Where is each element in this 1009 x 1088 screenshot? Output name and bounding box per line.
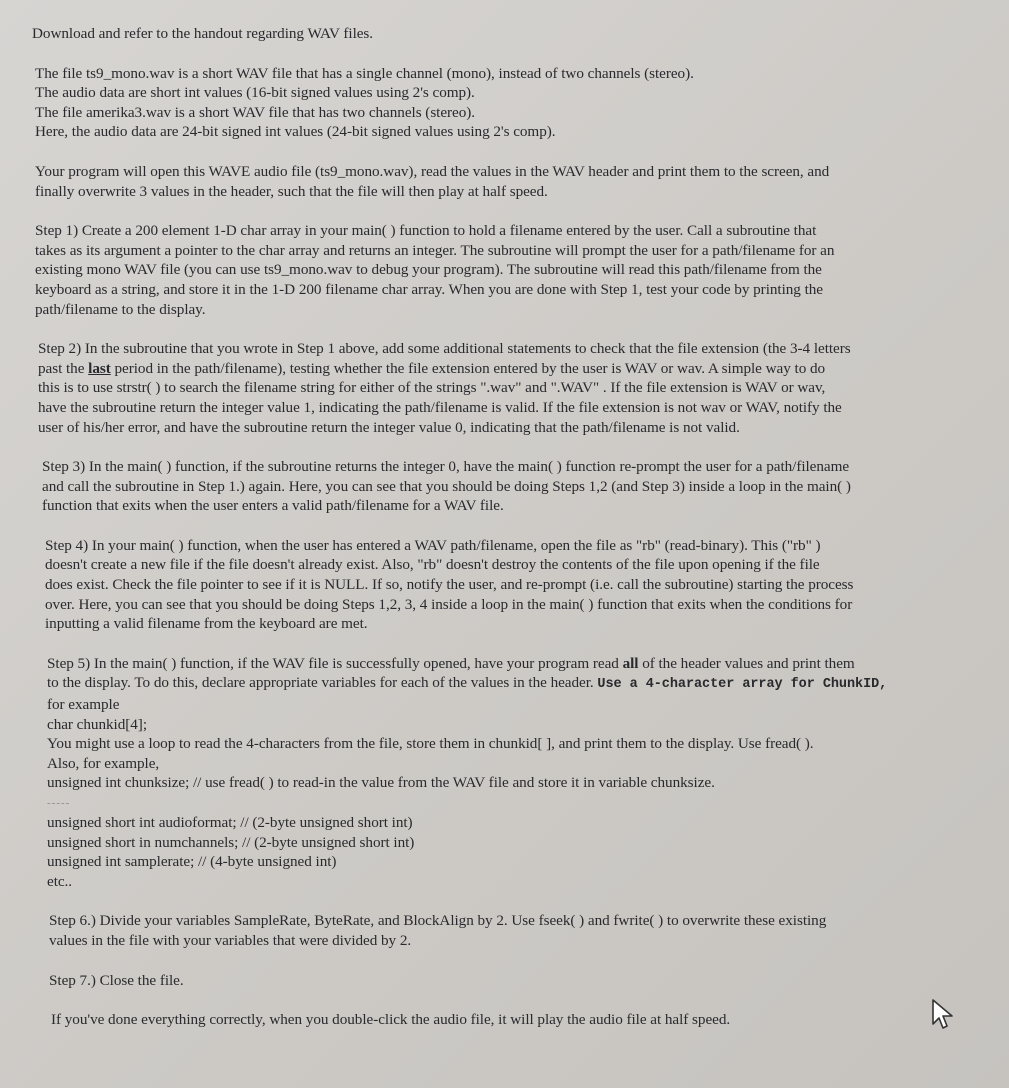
step5-text: Step 5) In the main( ) function, if the WAV file is successfully opened, have your program read — [47, 654, 623, 672]
file-intro — [35, 64, 979, 142]
step-1 — [35, 221, 979, 319]
handout-heading: Download and refer to the handout regarding WAV files. — [32, 25, 374, 42]
step3-line: function that exits when the user enters a valid path/filename for a WAV file. — [42, 497, 504, 515]
code-line: char chunkid[4]; — [47, 715, 147, 733]
step-4 — [45, 536, 979, 634]
step1-line: keyboard as a string, and store it in the 1-D 200 filename char array. When you are done with Step 1, test your code by printing the — [35, 280, 823, 298]
overview-line: finally overwrite 3 values in the header, such that the file will then play at half speed. — [35, 182, 548, 200]
step2-line: have the subroutine return the integer value 1, indicating the path/filename is valid. If the file extension is not wav or WAV, notify the — [38, 398, 842, 416]
step1-line: Step 1) Create a 200 element 1-D char array in your main( ) function to hold a filename entered by the user. Call a subroutine that — [35, 222, 817, 240]
step5-text: to the display. To do this, declare appropriate variables for each of the values in the header. — [47, 674, 598, 692]
step7-line: Step 7.) Close the file. — [49, 971, 184, 989]
separator-dashes: ----- — [47, 797, 71, 809]
step2-line: user of his/her error, and have the subroutine return the integer value 0, indicating that the path/filename is not valid. — [38, 418, 740, 436]
step1-line: path/filename to the display. — [35, 300, 206, 318]
step5-text: of the header values and print them — [638, 654, 855, 672]
step-6 — [49, 911, 979, 950]
step5-line: for example — [47, 696, 120, 714]
step1-line: takes as its argument a pointer to the char array and returns an integer. The subroutine will prompt the user for a path/filename for an — [35, 241, 835, 259]
step3-line: and call the subroutine in Step 1.) again. Here, you can see that you should be doing Steps 1,2 (and Step 3) inside a loop in the main( ) — [42, 477, 851, 495]
step6-line: values in the file with your variables that were divided by 2. — [49, 931, 412, 949]
overview-line: Your program will open this WAVE audio file (ts9_mono.wav), read the values in the WAV header and print them to the screen, and — [35, 162, 830, 180]
step-2 — [38, 339, 979, 437]
step4-line: doesn't create a new file if the file doesn't already exist. Also, "rb" doesn't destroy the contents of the file upon opening if the file — [45, 556, 820, 574]
step4-line: over. Here, you can see that you should be doing Steps 1,2, 3, 4 inside a loop in the main( ) function that exits when the conditions for — [45, 595, 853, 613]
step2-text: period in the path/filename), testing whether the file extension entered by the user is WAV or wav. A simple way to do — [110, 359, 826, 377]
mouse-pointer-icon — [930, 998, 960, 1032]
step3-line: Step 3) In the main( ) function, if the subroutine returns the integer 0, have the main( ) function re-prompt the user for a path/filename — [42, 458, 850, 476]
step4-line: Step 4) In your main( ) function, when the user has entered a WAV path/filename, open the file as "rb" (read-binary). This ("rb" ) — [45, 536, 821, 554]
step5-line: Also, for example, — [47, 754, 160, 772]
emphasis-all: all — [622, 654, 639, 672]
intro-line: The audio data are short int values (16-bit signed values using 2's comp). — [35, 84, 475, 102]
step-7 — [49, 971, 979, 991]
code-line: etc.. — [47, 872, 73, 890]
step2-line: Step 2) In the subroutine that you wrote in Step 1 above, add some additional statements to check that the file extension (the 3-4 letters — [38, 340, 851, 358]
step2-line: this is to use strstr( ) to search the filename string for either of the strings ".wav" and ".WAV" . If the file extension is WAV or wav, — [38, 379, 826, 397]
step4-line: does exist. Check the file pointer to see if it is NULL. If so, notify the user, and re-prompt (i.e. call the subroutine) starting the process — [45, 576, 854, 594]
code-line: unsigned short int audioformat; // (2-byte unsigned short int) — [47, 814, 413, 831]
step2-text: past the — [38, 359, 89, 377]
step5-line — [47, 673, 979, 695]
step-3 — [42, 457, 979, 516]
intro-line: The file amerika3.wav is a short WAV file that has two channels (stereo). — [35, 103, 476, 121]
code-line: unsigned short in numchannels; // (2-byte unsigned short int) — [47, 833, 415, 851]
closing-line: If you've done everything correctly, when you double-click the audio file, it will play the audio file at half speed. — [51, 1011, 731, 1029]
step5-line: You might use a loop to read the 4-characters from the file, store them in chunkid[ ], and print them to the display. Use fread( ). — [47, 735, 814, 753]
step4-line: inputting a valid filename from the keyboard are met. — [45, 615, 368, 633]
step1-line: existing mono WAV file (you can use ts9_mono.wav to debug your program). The subroutine will read this path/filename from the — [35, 261, 822, 279]
step6-line: Step 6.) Divide your variables SampleRate, ByteRate, and BlockAlign by 2. Use fseek( ) and fwrite( ) to overwrite these existing — [49, 912, 827, 930]
step2-line — [38, 359, 979, 379]
closing-note — [51, 1010, 979, 1030]
program-overview — [35, 162, 979, 201]
emphasis-last: last — [88, 359, 111, 377]
step-5 — [47, 654, 979, 892]
intro-line: The file ts9_mono.wav is a short WAV file that has a single channel (mono), instead of two channels (stereo). — [35, 64, 694, 82]
code-line: unsigned int samplerate; // (4-byte unsigned int) — [47, 853, 337, 871]
emphasis-chunkid: Use a 4-character array for ChunkID, — [597, 677, 888, 693]
code-line: unsigned int chunksize; // use fread( ) to read-in the value from the WAV file and store it in variable chunksize. — [47, 774, 715, 792]
intro-line: Here, the audio data are 24-bit signed int values (24-bit signed values using 2's comp). — [35, 123, 556, 141]
step5-line — [47, 654, 979, 674]
